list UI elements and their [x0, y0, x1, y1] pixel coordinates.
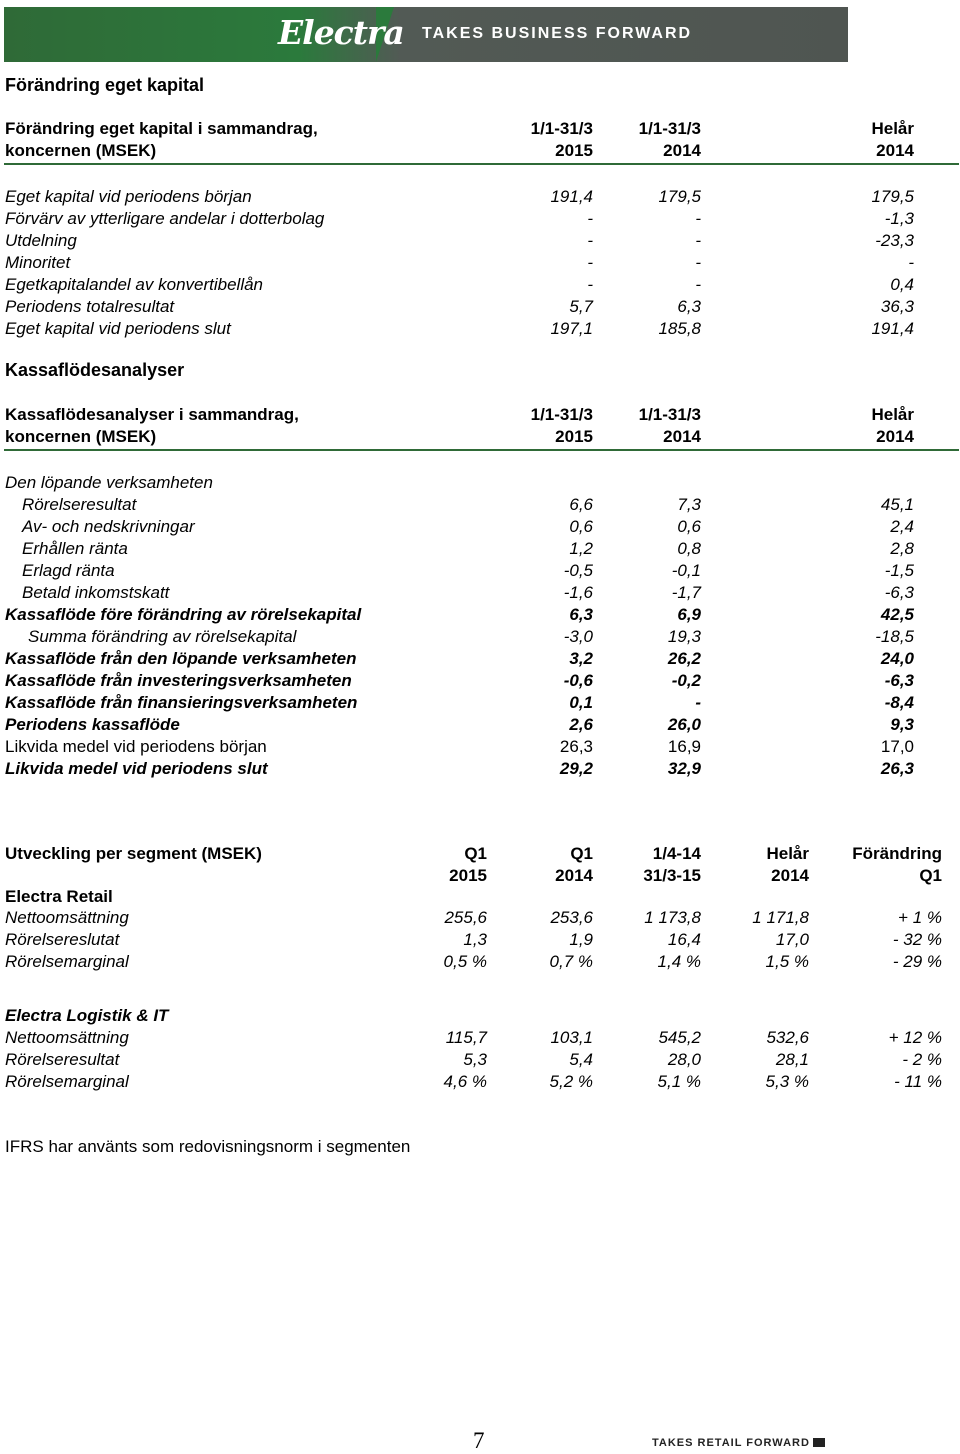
- electra-logo: Electra: [278, 13, 404, 52]
- table-row: [0, 736, 960, 758]
- cash-col3-year: 2014: [876, 427, 914, 446]
- row-value: 0,7 %: [549, 952, 593, 971]
- segment-logistik-title: Electra Logistik & IT: [5, 1006, 169, 1025]
- row-label: Rörelseresultat: [22, 495, 137, 514]
- cash-group-label-row: [0, 472, 960, 494]
- row-value: 5,7: [569, 297, 593, 316]
- row-value: 6,6: [569, 495, 593, 514]
- row-value: 532,6: [766, 1028, 809, 1047]
- equity-col2-head: 1/1-31/3: [638, 119, 701, 138]
- equity-col1-year: 2015: [555, 141, 593, 160]
- row-label: Summa förändring av rörelsekapital: [28, 627, 297, 646]
- row-label: Eget kapital vid periodens slut: [5, 319, 231, 338]
- table-row: [0, 1027, 960, 1049]
- row-value: 1,5 %: [765, 952, 809, 971]
- row-value: 1,3: [463, 930, 487, 949]
- row-value: -1,7: [671, 583, 701, 602]
- row-value: 1,2: [569, 539, 593, 558]
- table-row: [0, 692, 960, 714]
- row-value: -: [587, 253, 593, 272]
- table-row: [0, 186, 960, 208]
- cash-header-rule: [4, 449, 959, 451]
- row-label: Erhållen ränta: [22, 539, 128, 558]
- cash-header-row-1: [0, 404, 960, 426]
- row-value: 2,8: [890, 539, 914, 558]
- row-value: - 32 %: [892, 930, 942, 949]
- row-value: 1 173,8: [644, 908, 701, 927]
- cash-head-label-2: koncernen (MSEK): [5, 427, 157, 446]
- segment-col4-sub: 2014: [771, 866, 809, 885]
- table-row: [0, 252, 960, 274]
- row-value: 1,9: [569, 930, 593, 949]
- row-value: -8,4: [884, 693, 914, 712]
- cash-section-title: Kassaflödesanalyser: [5, 360, 185, 380]
- row-label: Av- och nedskrivningar: [22, 517, 195, 536]
- row-value: 0,4: [890, 275, 914, 294]
- row-value: 36,3: [880, 297, 914, 316]
- footer-tagline: TAKES RETAIL FORWARD: [652, 1437, 810, 1449]
- row-value: 17,0: [880, 737, 914, 756]
- table-row: [0, 626, 960, 648]
- row-label: Periodens totalresultat: [5, 297, 175, 316]
- segment-col4-head: Helår: [766, 844, 809, 863]
- row-value: -: [587, 231, 593, 250]
- row-value: 5,3 %: [765, 1072, 809, 1091]
- row-value: 19,3: [667, 627, 701, 646]
- row-value: 0,8: [677, 539, 701, 558]
- cash-head-label-1: Kassaflödesanalyser i sammandrag,: [5, 405, 299, 424]
- row-value: 115,7: [445, 1028, 487, 1047]
- row-value: 17,0: [775, 930, 809, 949]
- cash-group-label: Den löpande verksamheten: [5, 473, 213, 492]
- row-label: Rörelseresultat: [5, 1050, 120, 1069]
- row-value: -0,5: [563, 561, 593, 580]
- row-value: - 2 %: [902, 1050, 942, 1069]
- row-value: 26,3: [559, 737, 593, 756]
- row-value: -1,5: [884, 561, 914, 580]
- row-value: -: [908, 253, 914, 272]
- segment-retail-title-row: [0, 886, 960, 908]
- row-value: 4,6 %: [443, 1072, 487, 1091]
- row-value: 45,1: [880, 495, 914, 514]
- segment-col2-sub: 2014: [555, 866, 593, 885]
- table-row: [0, 714, 960, 736]
- row-value: 32,9: [667, 759, 701, 778]
- row-value: -: [695, 209, 701, 228]
- table-row: [0, 604, 960, 626]
- equity-header-rule: [4, 163, 959, 165]
- row-value: 26,0: [667, 715, 701, 734]
- row-value: -0,2: [671, 671, 701, 690]
- row-label: Minoritet: [5, 253, 71, 272]
- segment-col1-head: Q1: [464, 844, 487, 863]
- equity-head-label-1: Förändring eget kapital i sammandrag,: [5, 119, 318, 138]
- row-value: -: [587, 275, 593, 294]
- row-label: Kassaflöde före förändring av rörelsekapital: [5, 605, 362, 624]
- row-value: 197,1: [550, 319, 593, 338]
- table-row: [0, 494, 960, 516]
- equity-section-title: Förändring eget kapital: [5, 75, 205, 95]
- row-value: -0,1: [671, 561, 701, 580]
- segment-header-row-2: [0, 865, 960, 887]
- row-value: -1,3: [884, 209, 914, 228]
- segment-col3-head: 1/4-14: [652, 844, 701, 863]
- cash-col2-head: 1/1-31/3: [638, 405, 701, 424]
- row-label: Betald inkomstskatt: [22, 583, 170, 602]
- row-label: Egetkapitalandel av konvertibellån: [5, 275, 264, 294]
- row-value: 2,6: [569, 715, 593, 734]
- table-row: [0, 1049, 960, 1071]
- row-value: 24,0: [880, 649, 914, 668]
- equity-header-row-2: [0, 140, 960, 162]
- table-row: [0, 230, 960, 252]
- row-value: 545,2: [658, 1028, 701, 1047]
- row-value: -1,6: [563, 583, 593, 602]
- row-value: 28,0: [667, 1050, 701, 1069]
- row-label: Eget kapital vid periodens början: [5, 187, 252, 206]
- row-value: -: [695, 275, 701, 294]
- row-label: Periodens kassaflöde: [5, 715, 180, 734]
- table-row: [0, 582, 960, 604]
- row-value: 191,4: [871, 319, 914, 338]
- equity-col2-year: 2014: [663, 141, 701, 160]
- row-value: 179,5: [658, 187, 701, 206]
- equity-col1-head: 1/1-31/3: [530, 119, 593, 138]
- segment-col3-sub: 31/3-15: [643, 866, 701, 885]
- segment-col5-sub: Q1: [919, 866, 942, 885]
- row-value: -: [695, 231, 701, 250]
- row-value: -3,0: [563, 627, 593, 646]
- equity-col3-year: 2014: [876, 141, 914, 160]
- row-label: Likvida medel vid periodens slut: [5, 759, 268, 778]
- table-row: [0, 1071, 960, 1093]
- table-row: [0, 318, 960, 340]
- row-value: -6,3: [884, 671, 914, 690]
- equity-head-label-2: koncernen (MSEK): [5, 141, 157, 160]
- table-row: [0, 538, 960, 560]
- equity-header-row-1: [0, 118, 960, 140]
- row-value: 28,1: [775, 1050, 809, 1069]
- row-value: 191,4: [550, 187, 593, 206]
- row-value: 26,3: [880, 759, 914, 778]
- row-value: 16,9: [667, 737, 701, 756]
- row-value: 185,8: [658, 319, 701, 338]
- row-value: 253,6: [550, 908, 593, 927]
- row-value: 0,1: [569, 693, 593, 712]
- row-value: - 11 %: [894, 1072, 942, 1091]
- footer-tagline-wrap: [652, 1437, 825, 1449]
- cash-col3-head: Helår: [871, 405, 914, 424]
- footer-mark-icon: [813, 1438, 825, 1447]
- row-value: 29,2: [559, 759, 593, 778]
- row-value: -18,5: [875, 627, 914, 646]
- equity-col3-head: Helår: [871, 119, 914, 138]
- row-value: 5,2 %: [549, 1072, 593, 1091]
- table-row: [0, 560, 960, 582]
- row-value: 42,5: [880, 605, 914, 624]
- segment-logistik-title-row: [0, 1005, 960, 1027]
- row-value: 26,2: [667, 649, 701, 668]
- row-value: 1 171,8: [752, 908, 809, 927]
- row-value: -: [695, 693, 701, 712]
- row-label: Utdelning: [5, 231, 77, 250]
- row-value: 6,3: [677, 297, 701, 316]
- row-label: Förvärv av ytterligare andelar i dotterbolag: [5, 209, 325, 228]
- row-value: 179,5: [871, 187, 914, 206]
- row-value: 0,5 %: [443, 952, 487, 971]
- row-label: Likvida medel vid periodens början: [5, 737, 267, 756]
- cash-header-row-2: [0, 426, 960, 448]
- row-label: Kassaflöde från investeringsverksamheten: [5, 671, 352, 690]
- table-row: [0, 951, 960, 973]
- segment-note: IFRS har använts som redovisningsnorm i segmenten: [5, 1137, 411, 1156]
- row-value: 2,4: [890, 517, 914, 536]
- table-row: [0, 670, 960, 692]
- header-banner: [4, 7, 848, 62]
- table-row: [0, 208, 960, 230]
- row-value: 5,4: [569, 1050, 593, 1069]
- row-value: -23,3: [875, 231, 914, 250]
- table-row: [0, 296, 960, 318]
- row-value: 5,3: [463, 1050, 487, 1069]
- cash-col1-head: 1/1-31/3: [530, 405, 593, 424]
- row-label: Nettoomsättning: [5, 1028, 129, 1047]
- table-row: [0, 648, 960, 670]
- row-value: 0,6: [677, 517, 701, 536]
- page-number: 7: [473, 1428, 485, 1453]
- row-value: + 1 %: [898, 908, 942, 927]
- row-value: 6,3: [569, 605, 593, 624]
- row-value: 16,4: [667, 930, 701, 949]
- row-value: - 29 %: [892, 952, 942, 971]
- row-label: Rörelsemarginal: [5, 952, 129, 971]
- row-value: 255,6: [444, 908, 487, 927]
- row-value: -0,6: [563, 671, 593, 690]
- row-value: 0,6: [569, 517, 593, 536]
- segment-col2-head: Q1: [570, 844, 593, 863]
- table-row: [0, 907, 960, 929]
- segment-col1-sub: 2015: [449, 866, 487, 885]
- row-value: -: [587, 209, 593, 228]
- row-label: Erlagd ränta: [22, 561, 115, 580]
- row-label: Rörelsemarginal: [5, 1072, 129, 1091]
- table-row: [0, 274, 960, 296]
- row-value: 3,2: [569, 649, 593, 668]
- row-label: Kassaflöde från den löpande verksamheten: [5, 649, 357, 668]
- row-value: 7,3: [677, 495, 701, 514]
- segment-header-row-1: [0, 843, 960, 865]
- row-value: 9,3: [890, 715, 914, 734]
- row-value: + 12 %: [888, 1028, 942, 1047]
- segment-col5-head: Förändring: [852, 844, 942, 863]
- row-value: -: [695, 253, 701, 272]
- table-row: [0, 929, 960, 951]
- segment-retail-title: Electra Retail: [5, 887, 113, 906]
- cash-col2-year: 2014: [663, 427, 701, 446]
- row-value: 103,1: [550, 1028, 593, 1047]
- table-row: [0, 516, 960, 538]
- segment-head-label: Utveckling per segment (MSEK): [5, 844, 262, 863]
- row-label: Rörelsereslutat: [5, 930, 120, 949]
- row-value: 1,4 %: [657, 952, 701, 971]
- row-label: Nettoomsättning: [5, 908, 129, 927]
- row-value: -6,3: [884, 583, 914, 602]
- row-value: 6,9: [677, 605, 701, 624]
- row-value: 5,1 %: [657, 1072, 701, 1091]
- table-row: [0, 758, 960, 780]
- header-tagline: TAKES BUSINESS FORWARD: [422, 25, 693, 42]
- row-label: Kassaflöde från finansieringsverksamheten: [5, 693, 358, 712]
- cash-col1-year: 2015: [555, 427, 593, 446]
